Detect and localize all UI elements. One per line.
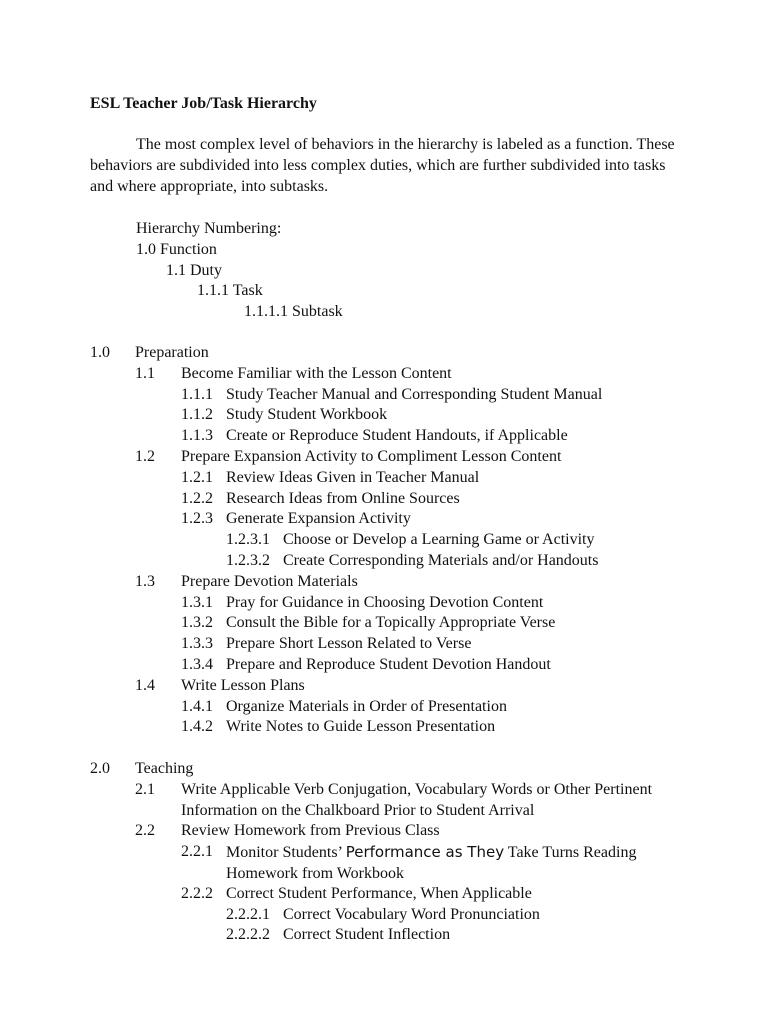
subtask-item: 2.2.2.1 Correct Vocabulary Word Pronunciation: [226, 905, 540, 923]
duty-item: 2.2 Review Homework from Previous Class: [135, 822, 440, 840]
document-title: ESL Teacher Job/Task Hierarchy: [90, 95, 317, 112]
subtask-item: 1.2.3.1 Choose or Develop a Learning Game or Activity: [226, 531, 595, 549]
function-section: [90, 343, 730, 738]
task-item: 1.3.1 Pray for Guidance in Choosing Devotion Content: [181, 593, 544, 611]
duty-item: 1.1 Become Familiar with the Lesson Content: [135, 364, 452, 382]
function-item: 2.0 Teaching: [90, 759, 194, 777]
hierarchy-numbering-legend: [136, 219, 343, 323]
task-item: 1.2.2 Research Ideas from Online Sources: [181, 489, 460, 507]
legend-subtask: 1.1.1.1 Subtask: [244, 303, 343, 321]
duty-item: 2.1 Write Applicable Verb Conjugation, Vocabulary Words or Other Pertinent Information on the Chalkboard Prior to Student Arrival: [135, 780, 653, 819]
intro-paragraph: The most complex level of behaviors in the hierarchy is labeled as a function. These behaviors are subdivided into less complex duties, which are further subdivided into tasks and where appropriate, into subtasks.: [90, 136, 675, 195]
task-item: 1.1.2 Study Student Workbook: [181, 406, 388, 424]
task-item: 1.4.2 Write Notes to Guide Lesson Presentation: [181, 718, 496, 736]
task-item: 1.1.1 Study Teacher Manual and Corresponding Student Manual: [181, 385, 603, 403]
legend-duty: 1.1 Duty: [166, 261, 222, 279]
duty-item: 1.4 Write Lesson Plans: [135, 676, 305, 694]
task-item: 1.3.4 Prepare and Reproduce Student Devotion Handout: [181, 655, 551, 673]
task-item: 1.1.3 Create or Reproduce Student Handouts, if Applicable: [181, 427, 568, 445]
task-item: 1.3.2 Consult the Bible for a Topically Appropriate Verse: [181, 614, 556, 632]
duty-item: 1.3 Prepare Devotion Materials: [135, 572, 358, 590]
task-item: 2.2.2 Correct Student Performance, When Applicable: [181, 884, 532, 902]
task-item: 1.2.3 Generate Expansion Activity: [181, 510, 411, 528]
duty-item: 1.2 Prepare Expansion Activity to Compliment Lesson Content: [135, 447, 562, 465]
task-item: 2.2.1 Monitor Students’ Performance as They Take Turns Reading Homework from Workbook: [181, 843, 637, 882]
function-section: [90, 759, 730, 946]
function-item: 1.0 Preparation: [90, 344, 209, 361]
subtask-item: 2.2.2.2 Correct Student Inflection: [226, 926, 451, 944]
legend-function: 1.0 Function: [136, 240, 217, 258]
legend-task: 1.1.1 Task: [197, 282, 263, 300]
task-item: 1.3.3 Prepare Short Lesson Related to Verse: [181, 635, 472, 653]
task-outline: [90, 343, 730, 967]
task-item: 1.4.1 Organize Materials in Order of Presentation: [181, 697, 507, 715]
legend-heading: Hierarchy Numbering:: [136, 220, 282, 237]
subtask-item: 1.2.3.2 Create Corresponding Materials and/or Handouts: [226, 551, 599, 569]
task-item: 1.2.1 Review Ideas Given in Teacher Manual: [181, 468, 480, 486]
